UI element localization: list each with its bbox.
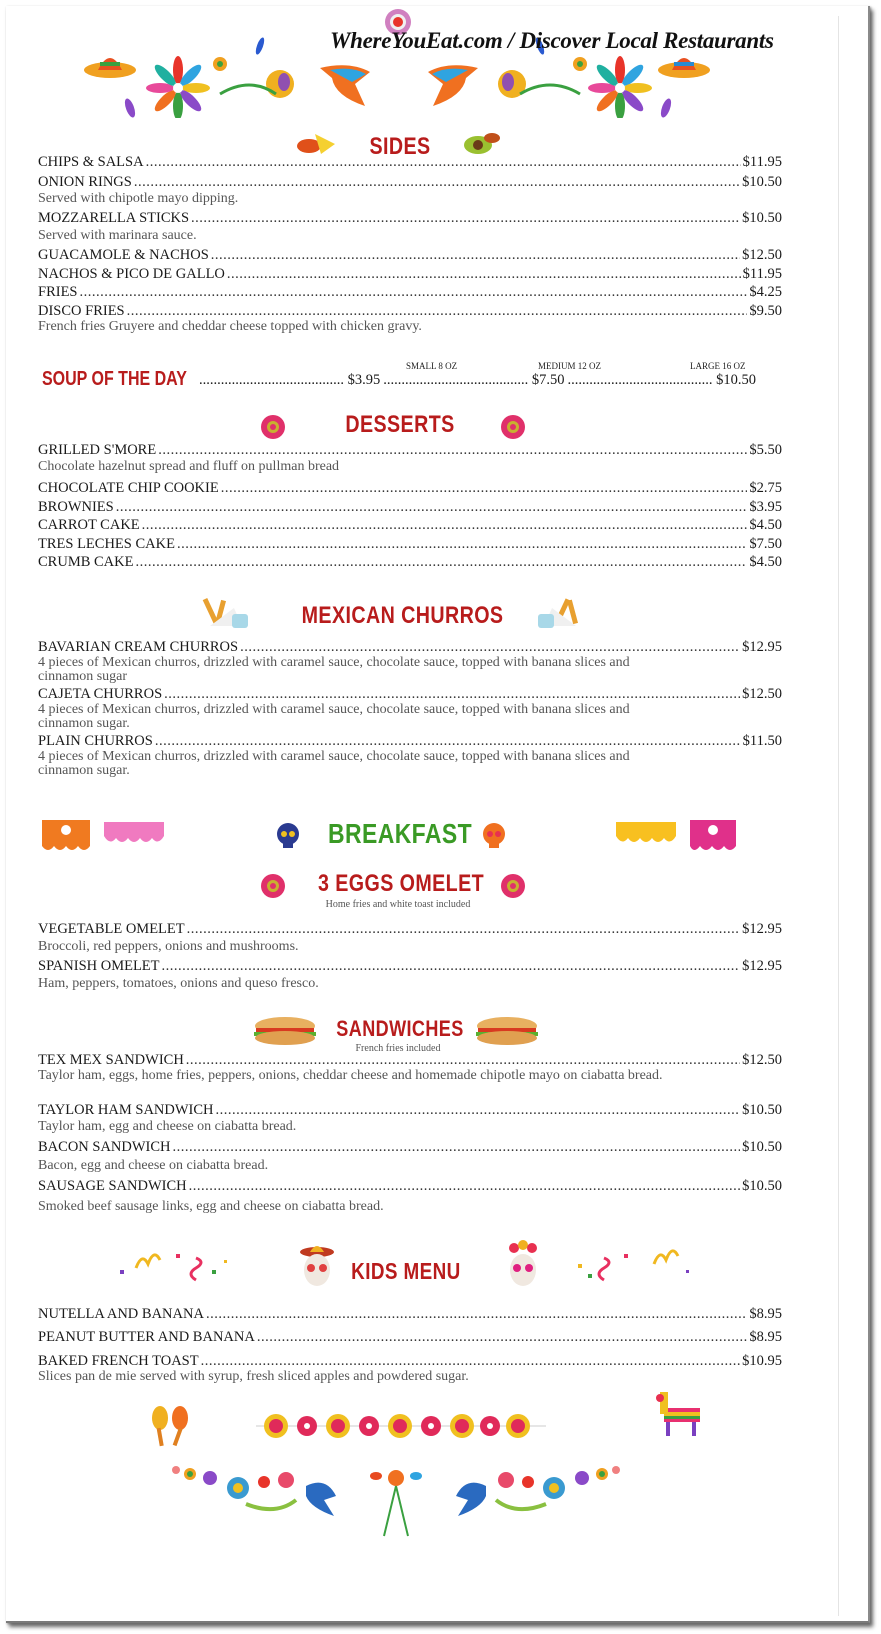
item-description: Served with chipotle mayo dipping. (38, 191, 239, 206)
pink-flower-icon (260, 873, 286, 899)
menu-item: CAJETA CHURROS ..... $12.50 (38, 686, 782, 703)
confetti-left-decoration (116, 1240, 236, 1288)
flower-icon (588, 56, 652, 118)
menu-item: BROWNIES ..... $3.95 (38, 499, 782, 516)
soup-price: $7.50 (531, 372, 565, 388)
confetti-right-decoration (574, 1240, 694, 1288)
bird-icon (428, 65, 478, 106)
menu-item: TEX MEX SANDWICH ..... $12.50 (38, 1052, 782, 1069)
menu-item: GUACAMOLE & NACHOS ..... $12.50 (38, 247, 782, 264)
section-title-desserts: DESSERTS (345, 411, 455, 438)
sugar-skull-icon (276, 822, 300, 850)
soup-size-label: LARGE 16 OZ (690, 361, 746, 371)
menu-item: MOZZARELLA STICKS ..... $10.50 (38, 210, 782, 227)
soup-size-label: MEDIUM 12 OZ (538, 361, 601, 371)
avocado-icon (462, 130, 502, 156)
item-description: Slices pan de mie served with syrup, fresh sliced apples and powdered sugar. (38, 1369, 469, 1384)
sugar-skull-sombrero-icon (298, 1240, 336, 1292)
item-description: 4 pieces of Mexican churros, drizzled with caramel sauce, chocolate sauce, topped with banana slices and cinnamon sugar. (38, 749, 630, 778)
menu-item: PLAIN CHURROS ..... $11.50 (38, 733, 782, 750)
section-title-sandwiches: SANDWICHES (336, 1016, 464, 1041)
flower-garland-decoration (256, 1410, 546, 1444)
menu-item: CHOCOLATE CHIP COOKIE ..... $2.75 (38, 480, 782, 497)
maracas-icon (146, 1404, 196, 1452)
pink-flower-icon (500, 414, 526, 440)
item-description: Served with marinara sauce. (38, 228, 197, 243)
item-description: Chocolate hazelnut spread and fluff on pullman bread (38, 459, 340, 474)
flower-icon (146, 56, 210, 118)
item-description: 4 pieces of Mexican churros, drizzled with caramel sauce, chocolate sauce, topped with banana slices and cinnamon sugar (38, 655, 630, 684)
soup-prices-row (196, 372, 756, 389)
soup-price: $10.50 (716, 372, 756, 388)
section-title-sides: SIDES (369, 133, 431, 160)
pink-flower-icon (500, 873, 526, 899)
menu-item: BAVARIAN CREAM CHURROS ..... $12.95 (38, 639, 782, 656)
menu-item: ONION RINGS ..... $10.50 (38, 174, 782, 191)
item-description: 4 pieces of Mexican churros, drizzled with caramel sauce, chocolate sauce, topped with banana slices and cinnamon sugar. (38, 702, 630, 731)
sandwiches-note: French fries included (355, 1043, 441, 1054)
menu-item: VEGETABLE OMELET ..... $12.95 (38, 921, 782, 938)
soup-price: $3.95 (347, 372, 381, 388)
site-watermark: WhereYouEat.com / Discover Local Restaurants (330, 28, 774, 53)
item-description: Ham, peppers, tomatoes, onions and queso fresco. (38, 976, 319, 991)
pinata-donkey-icon (652, 1388, 704, 1440)
item-description: Broccoli, red peppers, onions and mushrooms. (38, 939, 299, 954)
menu-item: BAKED FRENCH TOAST ..... $10.95 (38, 1353, 782, 1370)
sombrero-icon (84, 58, 136, 78)
menu-item: BACON SANDWICH ..... $10.50 (38, 1139, 782, 1156)
section-title-breakfast: BREAKFAST (327, 818, 473, 849)
menu-item: CHIPS & SALSA ..... $11.95 (38, 154, 782, 171)
menu-item: TRES LECHES CAKE ..... $7.50 (38, 536, 782, 553)
menu-item: SPANISH OMELET ..... $12.95 (38, 958, 782, 975)
item-description: French fries Gruyere and cheddar cheese topped with chicken gravy. (38, 319, 422, 334)
item-description: Smoked beef sausage links, egg and cheese on ciabatta bread. (38, 1199, 384, 1214)
menu-item: NACHOS & PICO DE GALLO ..... $11.95 (38, 266, 782, 283)
section-title-kids-menu: KIDS MENU (351, 1258, 461, 1284)
menu-item: DISCO FRIES ..... $9.50 (38, 303, 782, 320)
item-description: Taylor ham, egg and cheese on ciabatta bread. (38, 1119, 297, 1134)
churros-icon (530, 596, 584, 630)
item-description: Bacon, egg and cheese on ciabatta bread. (38, 1158, 269, 1173)
soup-of-the-day-title: SOUP OF THE DAY (42, 368, 187, 390)
menu-item: CRUMB CAKE ..... $4.50 (38, 554, 782, 571)
papel-picado-right-decoration (614, 818, 738, 854)
menu-item: TAYLOR HAM SANDWICH ..... $10.50 (38, 1102, 782, 1119)
omelet-note: Home fries and white toast included (325, 899, 471, 910)
folk-floral-header-decoration (80, 6, 720, 118)
bird-icon (320, 65, 370, 106)
menu-item: GRILLED S'MORE ..... $5.50 (38, 442, 782, 459)
menu-item: FRIES ..... $4.25 (38, 284, 782, 301)
sombrero-icon (658, 58, 710, 78)
page-fold-line (838, 16, 839, 1616)
menu-item: SAUSAGE SANDWICH ..... $10.50 (38, 1178, 782, 1195)
menu-item: PEANUT BUTTER AND BANANA ..... $8.95 (38, 1329, 782, 1346)
soup-size-label: SMALL 8 OZ (406, 361, 458, 371)
section-title-mexican-churros: MEXICAN CHURROS (301, 602, 504, 629)
menu-item: NUTELLA AND BANANA ..... $8.95 (38, 1306, 782, 1323)
item-description: Taylor ham, eggs, home fries, peppers, onions, cheddar cheese and homemade chipotle mayo on ciabatta bread. (38, 1068, 663, 1083)
sugar-skull-flowers-icon (504, 1240, 542, 1292)
section-title-3-eggs-omelet: 3 EGGS OMELET (318, 870, 485, 897)
sugar-skull-icon (482, 822, 506, 850)
menu-item: CARROT CAKE ..... $4.50 (38, 517, 782, 534)
folk-floral-footer-decoration (166, 1456, 626, 1556)
pink-flower-icon (260, 414, 286, 440)
papel-picado-left-decoration (40, 818, 166, 854)
churros-icon (202, 596, 256, 630)
